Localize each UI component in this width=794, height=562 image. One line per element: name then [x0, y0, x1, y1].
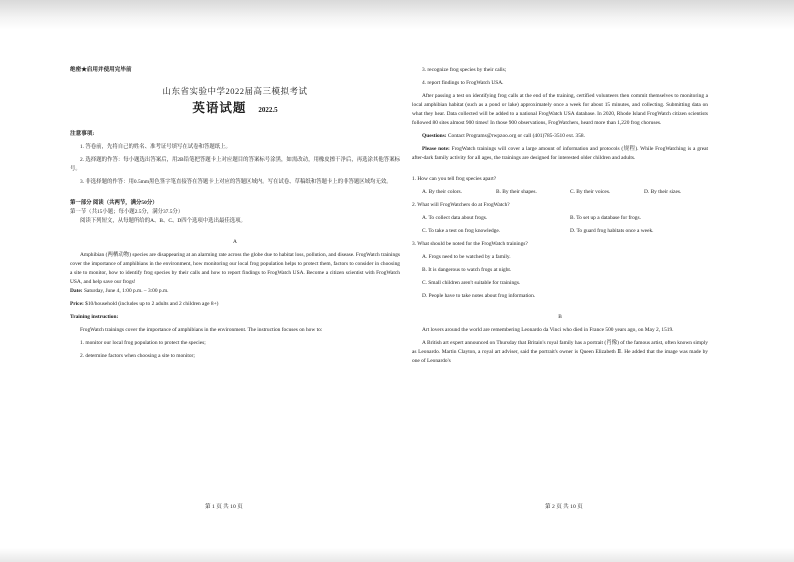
options-row — [412, 214, 708, 223]
notice-item: 1. 答卷前，先将自己的姓名、准考证号填写在试卷和答题纸上。 — [80, 144, 231, 150]
option: C. Small children aren't suitable for trainings. — [422, 280, 521, 286]
note-value: FrogWatch trainings will cover a large amount of information and protocols (规程). While FrogWatching is a great after-dark family activity for all ages, the trainings are designed for interested older children and adults. — [412, 146, 708, 161]
note-label: Please note: — [422, 146, 450, 152]
option: A. To collect data about frogs. — [422, 215, 488, 221]
right-page — [412, 66, 708, 366]
page-footer-left: 第 1 页 共 10 页 — [205, 504, 243, 510]
secret-label: 绝密★启用并使用完毕前 — [70, 67, 132, 73]
option: D. People have to take notes about frog information. — [422, 293, 536, 299]
option: C. To take a test on frog knowledge. — [422, 228, 501, 234]
exam-date: 2022.5 — [258, 106, 278, 114]
notice-item: 2. 选择题的作答：每小题选出答案后，用2B铅笔把答题卡上对应题目的答案标号涂黑，如需改动，用橡皮擦干净后，再选涂其他答案标号。 — [70, 157, 400, 172]
option: C. By their voices. — [570, 189, 611, 195]
option: A. Frogs need to be watched by a family. — [422, 254, 511, 260]
price-value: $10/household (includes up to 2 adults and 2 children age 8+) — [85, 301, 219, 307]
notice-title: 注意事项: — [70, 131, 95, 137]
price-label: Price: — [70, 301, 84, 307]
option: B. It is dangerous to watch frogs at night. — [422, 267, 512, 273]
scan-shadow-top — [0, 0, 794, 30]
page-footer-right: 第 2 页 共 10 页 — [545, 504, 583, 510]
options-row — [412, 188, 708, 197]
passage-paragraph: Art lovers around the world are remembering Leonardo da Vinci who died in France 500 years ago, on May 2, 1519. — [422, 327, 674, 333]
option: B. To set up a database for frogs. — [570, 215, 641, 221]
scan-shadow-bottom — [0, 548, 794, 562]
questions-label: Questions: — [422, 133, 447, 139]
part-heading: 第一部分 阅读（共两节，满分50分） — [70, 200, 158, 206]
training-label: Training instruction: — [70, 314, 119, 320]
question: 1. How can you tell frog species apart? — [412, 176, 497, 182]
options-row — [412, 227, 708, 236]
notice-item: 3. 非选择题的作答：用0.5mm黑色签字笔直接答在答题卡上对应的答题区域内。写在试卷、草稿纸和答题卡上的非答题区域均无效。 — [80, 179, 392, 185]
training-list-item: 3. recognize frog species by their calls; — [422, 67, 507, 73]
passage-label-b: B — [558, 314, 562, 320]
passage-paragraph: Amphibian (两栖动物) species are disappearing at an alarming rate across the globe due to habitat loss, pollution, and disease. FrogWatch trainings cover the importance of amphibians in the environment, how monitoring our local frog population helps to protect them, factors to consider in choosing a site to monitor, how to identify frog species by their calls and how to report findings to FrogWatch USA. Become a citizen scientist with FrogWatch USA, and help save our frogs! — [70, 252, 400, 285]
subject-title: 英语试题 — [192, 101, 247, 115]
option: D. To guard frog habitats once a week. — [570, 228, 654, 234]
date-label: Date: — [70, 288, 83, 294]
passage-label-a: A — [233, 239, 237, 245]
training-text: FrogWatch trainings cover the importance of amphibians in the environment. The instruction focuses on how to: — [80, 327, 323, 333]
option: D. By their sizes. — [644, 189, 682, 195]
subject-heading — [70, 101, 400, 116]
training-list-item: 2. determine factors when choosing a site to monitor; — [80, 353, 195, 359]
option: B. By their shapes. — [496, 189, 537, 195]
questions-value: Contact Programs@rwpzoo.org or call (401)785-3510 ext. 358. — [447, 133, 585, 139]
passage-paragraph: After passing a test on identifying frog calls at the end of the training, certified volunteers then commit themselves to monitoring a local amphibian habitat (such as a pond or lake) approximately once a week for about 15 minutes, and collecting. Submitting data on what they hear. Data collected will be added to a national FrogWatch USA database. In 2020, Rhode Island FrogWatch citizen scientists followed 80 sites almost 900 times! In those 900 observations, FrogWatchers, heard more than 1,220 frog choruses. — [412, 93, 708, 126]
instruction-text: 阅读下列短文，从每题所给的A、B、C、D四个选项中选出最佳选项。 — [80, 218, 246, 224]
question: 3. What should be noted for the FrogWatch trainings? — [412, 241, 528, 247]
passage-paragraph: A British art expert announced on Thursday that Britain's royal family has a portrait (肖像) of the famous artist, often known simply as Leonardo. Martin Clayton, a royal art adviser, said the portrait's owner is Queen Elizabeth Ⅱ. He added that the image was made by one of Leonardo's — [412, 340, 708, 364]
question: 2. What will FrogWatchers do at FrogWatch? — [412, 202, 510, 208]
training-list-item: 4. report findings to FrogWatch USA. — [422, 80, 504, 86]
date-value: Saturday, June 4, 1:00 p.m. – 3:00 p.m. — [83, 288, 169, 294]
section-heading: 第一节（共15小题；每小题2.5分，满分37.5分） — [70, 209, 184, 215]
left-page — [70, 66, 400, 361]
option: A. By their colors. — [422, 189, 462, 195]
training-list-item: 1. monitor our local frog population to protect the species; — [80, 340, 206, 346]
school-title: 山东省实验中学2022届高三模拟考试 — [162, 86, 308, 96]
